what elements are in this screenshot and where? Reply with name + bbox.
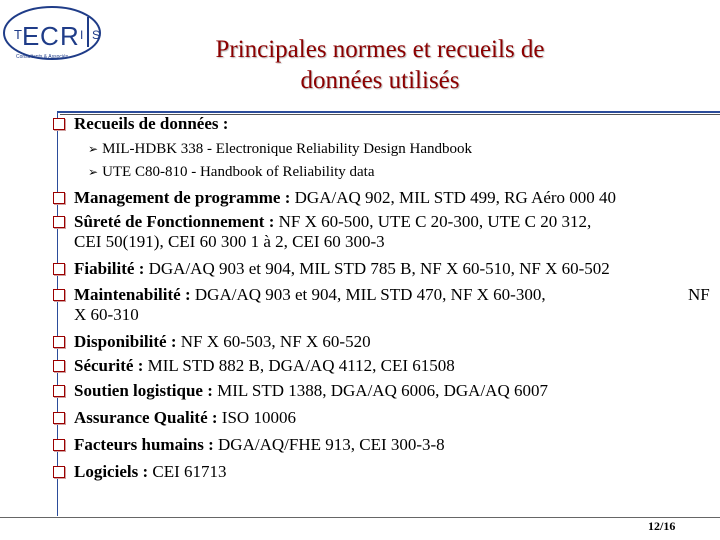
header-rule <box>58 111 720 113</box>
item-text: DGA/AQ 903 et 904, MIL STD 785 B, NF X 60-510, NF X 60-502 <box>144 259 610 278</box>
item-text-continued: X 60-310 <box>74 305 139 324</box>
logo-letter-e: E <box>22 21 40 51</box>
item-text-continued: CEI 50(191), CEI 60 300 1 à 2, CEI 60 300-3 <box>74 232 385 251</box>
arrow-icon: ➢ <box>88 142 99 156</box>
item-label: Maintenabilité : <box>74 285 191 304</box>
list-item <box>74 462 227 482</box>
title-line-1: Principales normes et recueils de <box>215 36 545 63</box>
page-number: 12/16 <box>648 519 676 533</box>
item-label: Sécurité : <box>74 356 144 375</box>
list-item <box>74 332 371 352</box>
item-label: Sûreté de Fonctionnement : <box>74 212 275 231</box>
logo-letter-c: C <box>40 21 59 51</box>
list-item <box>74 408 296 428</box>
list-item <box>74 356 455 376</box>
footer-rule <box>0 517 720 518</box>
bullet-icon <box>53 336 65 348</box>
item-label: Logiciels : <box>74 462 149 481</box>
sub-item-text: UTE C80-810 - Handbook of Reliability data <box>102 164 375 180</box>
slide-title <box>150 34 610 96</box>
item-text: DGA/AQ/FHE 913, CEI 300-3-8 <box>213 435 445 454</box>
item-label: Management de programme : <box>74 188 291 207</box>
item-text: DGA/AQ 902, MIL STD 499, RG Aéro 000 40 <box>290 188 617 207</box>
list-item <box>74 212 591 252</box>
list-item <box>74 381 548 401</box>
bullet-icon <box>53 216 65 228</box>
item-text-tail: NF <box>688 285 710 304</box>
item-label: Assurance Qualité : <box>74 408 218 427</box>
logo-letter-t: T <box>14 27 22 42</box>
bullet-icon <box>53 412 65 424</box>
bullet-icon <box>53 385 65 397</box>
list-item <box>74 114 228 134</box>
list-item <box>74 188 616 208</box>
bullet-icon <box>53 466 65 478</box>
bullet-icon <box>53 263 65 275</box>
item-label: Fiabilité : <box>74 259 145 278</box>
item-text: NF X 60-503, NF X 60-520 <box>176 332 371 351</box>
item-label: Facteurs humains : <box>74 435 214 454</box>
list-item <box>74 435 445 455</box>
item-label: Recueils de données : <box>74 114 229 133</box>
item-text: CEI 61713 <box>148 462 227 481</box>
item-text: MIL STD 882 B, DGA/AQ 4112, CEI 61508 <box>143 356 455 375</box>
item-text: ISO 10006 <box>217 408 296 427</box>
logo-tagline: Consultants & Associés <box>16 54 69 60</box>
bullet-icon <box>53 439 65 451</box>
sub-item <box>88 163 375 181</box>
arrow-icon: ➢ <box>88 165 99 179</box>
title-line-2: données utilisés <box>300 67 460 94</box>
bullet-icon <box>53 192 65 204</box>
list-item <box>74 259 610 279</box>
left-rule <box>57 111 58 516</box>
logo-letter-r: R <box>60 21 79 51</box>
bullet-icon <box>53 118 65 130</box>
logo-letter-s: S <box>92 28 101 42</box>
item-text: NF X 60-500, UTE C 20-300, UTE C 20 312, <box>274 212 592 231</box>
logo-letter-i: I <box>80 28 84 42</box>
item-label: Disponibilité : <box>74 332 177 351</box>
item-text: MIL STD 1388, DGA/AQ 6006, DGA/AQ 6007 <box>212 381 548 400</box>
bullet-icon <box>53 289 65 301</box>
sub-item-text: MIL-HDBK 338 - Electronique Reliability Design Handbook <box>102 141 472 157</box>
list-item <box>74 285 546 325</box>
bullet-icon <box>53 360 65 372</box>
sub-item <box>88 140 472 158</box>
item-text: DGA/AQ 903 et 904, MIL STD 470, NF X 60-300, <box>190 285 546 304</box>
tecris-logo <box>2 3 112 63</box>
item-label: Soutien logistique : <box>74 381 213 400</box>
